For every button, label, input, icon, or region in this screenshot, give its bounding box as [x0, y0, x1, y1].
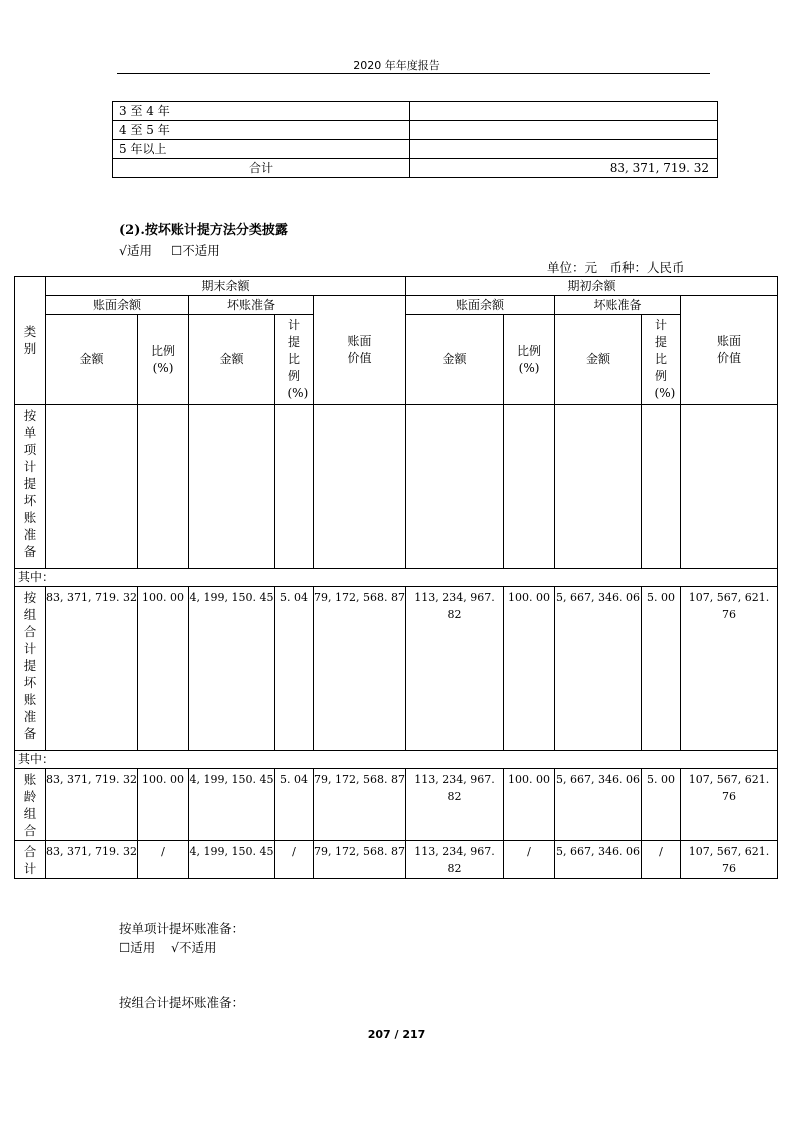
table-row — [113, 140, 718, 159]
of-which-label: 其中： — [15, 751, 778, 769]
not-applicable-option[interactable]: ☐不适用 — [171, 243, 220, 258]
bad-debt-header: 坏账准备 — [555, 296, 681, 315]
cell: 79, 172, 568. 87 — [314, 587, 406, 751]
cell: 79, 172, 568. 87 — [314, 841, 406, 879]
cell: 113, 234, 967. 82 — [406, 769, 504, 841]
individual-provision-text: 按单项计提坏账准备： — [119, 921, 245, 936]
cell: 83, 371, 719. 32 — [46, 841, 138, 879]
aging-total-value: 83, 371, 719. 32 — [410, 159, 718, 178]
aging-value — [410, 121, 718, 140]
cell: 83, 371, 719. 32 — [46, 769, 138, 841]
report-title: 2020 年年度报告 — [353, 59, 440, 72]
book-balance-header: 账面余额 — [46, 296, 189, 315]
table-row — [15, 841, 778, 879]
period-end-header: 期末余额 — [46, 277, 406, 296]
applicable-option[interactable]: √适用 — [119, 243, 152, 258]
book-balance-header: 账面余额 — [406, 296, 555, 315]
section-title: (2).按坏账计提方法分类披露 — [119, 223, 288, 238]
cell: 5. 04 — [275, 587, 314, 751]
cell: / — [138, 841, 189, 879]
individual-row-label: 按单项计提坏账准备 — [15, 405, 46, 569]
unit-line: 单位：元 币种：人民币 — [547, 260, 685, 275]
group-row-label: 按组合计提坏账准备 — [15, 587, 46, 751]
ratio-header: 比例(%) — [138, 315, 189, 405]
table-row — [15, 569, 778, 587]
cell: 107, 567, 621. 76 — [681, 841, 778, 879]
cell: 113, 234, 967. 82 — [406, 841, 504, 879]
cell: / — [275, 841, 314, 879]
aging-table — [112, 101, 718, 178]
aging-label: 4 至 5 年 — [113, 121, 410, 140]
amount-header: 金额 — [555, 315, 642, 405]
cell: 5. 00 — [642, 769, 681, 841]
cell: 100. 00 — [504, 769, 555, 841]
cell: 5, 667, 346. 06 — [555, 841, 642, 879]
table-row — [113, 121, 718, 140]
cell: / — [504, 841, 555, 879]
provision-ratio-header: 计提比例(%) — [275, 315, 314, 405]
table-row — [15, 405, 778, 569]
table-row — [113, 102, 718, 121]
cell: / — [642, 841, 681, 879]
cell: 5. 04 — [275, 769, 314, 841]
cell: 100. 00 — [138, 587, 189, 751]
table-row — [15, 277, 778, 296]
table-row — [113, 159, 718, 178]
cell: 79, 172, 568. 87 — [314, 769, 406, 841]
cell: 113, 234, 967. 82 — [406, 587, 504, 751]
table-row — [15, 587, 778, 751]
not-applicable-option[interactable]: √不适用 — [171, 940, 217, 955]
cell: 5, 667, 346. 06 — [555, 587, 642, 751]
amount-header: 金额 — [46, 315, 138, 405]
bad-debt-table — [14, 276, 778, 879]
of-which-label: 其中： — [15, 569, 778, 587]
cell: 83, 371, 719. 32 — [46, 587, 138, 751]
cell: 4, 199, 150. 45 — [189, 841, 275, 879]
period-begin-header: 期初余额 — [406, 277, 778, 296]
table-row — [15, 769, 778, 841]
aging-value — [410, 102, 718, 121]
cell: 4, 199, 150. 45 — [189, 769, 275, 841]
aging-label: 5 年以上 — [113, 140, 410, 159]
book-value-header: 账面价值 — [681, 296, 778, 405]
aging-label: 3 至 4 年 — [113, 102, 410, 121]
page-number: 207 / 217 — [367, 1028, 426, 1041]
total-row-label: 合计 — [15, 841, 46, 879]
aging-group-row-label: 账龄组合 — [15, 769, 46, 841]
group-provision-text: 按组合计提坏账准备： — [119, 995, 245, 1010]
cell: 4, 199, 150. 45 — [189, 587, 275, 751]
header-divider — [117, 73, 710, 74]
cell: 5, 667, 346. 06 — [555, 769, 642, 841]
aging-value — [410, 140, 718, 159]
table-row — [15, 296, 778, 315]
cell: 100. 00 — [138, 769, 189, 841]
cell: 107, 567, 621. 76 — [681, 587, 778, 751]
ratio-header: 比例(%) — [504, 315, 555, 405]
book-value-header: 账面价值 — [314, 296, 406, 405]
table-row — [15, 751, 778, 769]
provision-ratio-header: 计提比例(%) — [642, 315, 681, 405]
cell: 107, 567, 621. 76 — [681, 769, 778, 841]
aging-total-label: 合计 — [113, 159, 410, 178]
category-header: 类别 — [15, 277, 46, 405]
amount-header: 金额 — [189, 315, 275, 405]
cell: 5. 00 — [642, 587, 681, 751]
bad-debt-header: 坏账准备 — [189, 296, 314, 315]
cell: 100. 00 — [504, 587, 555, 751]
applicable-option[interactable]: ☐适用 — [119, 940, 156, 955]
amount-header: 金额 — [406, 315, 504, 405]
